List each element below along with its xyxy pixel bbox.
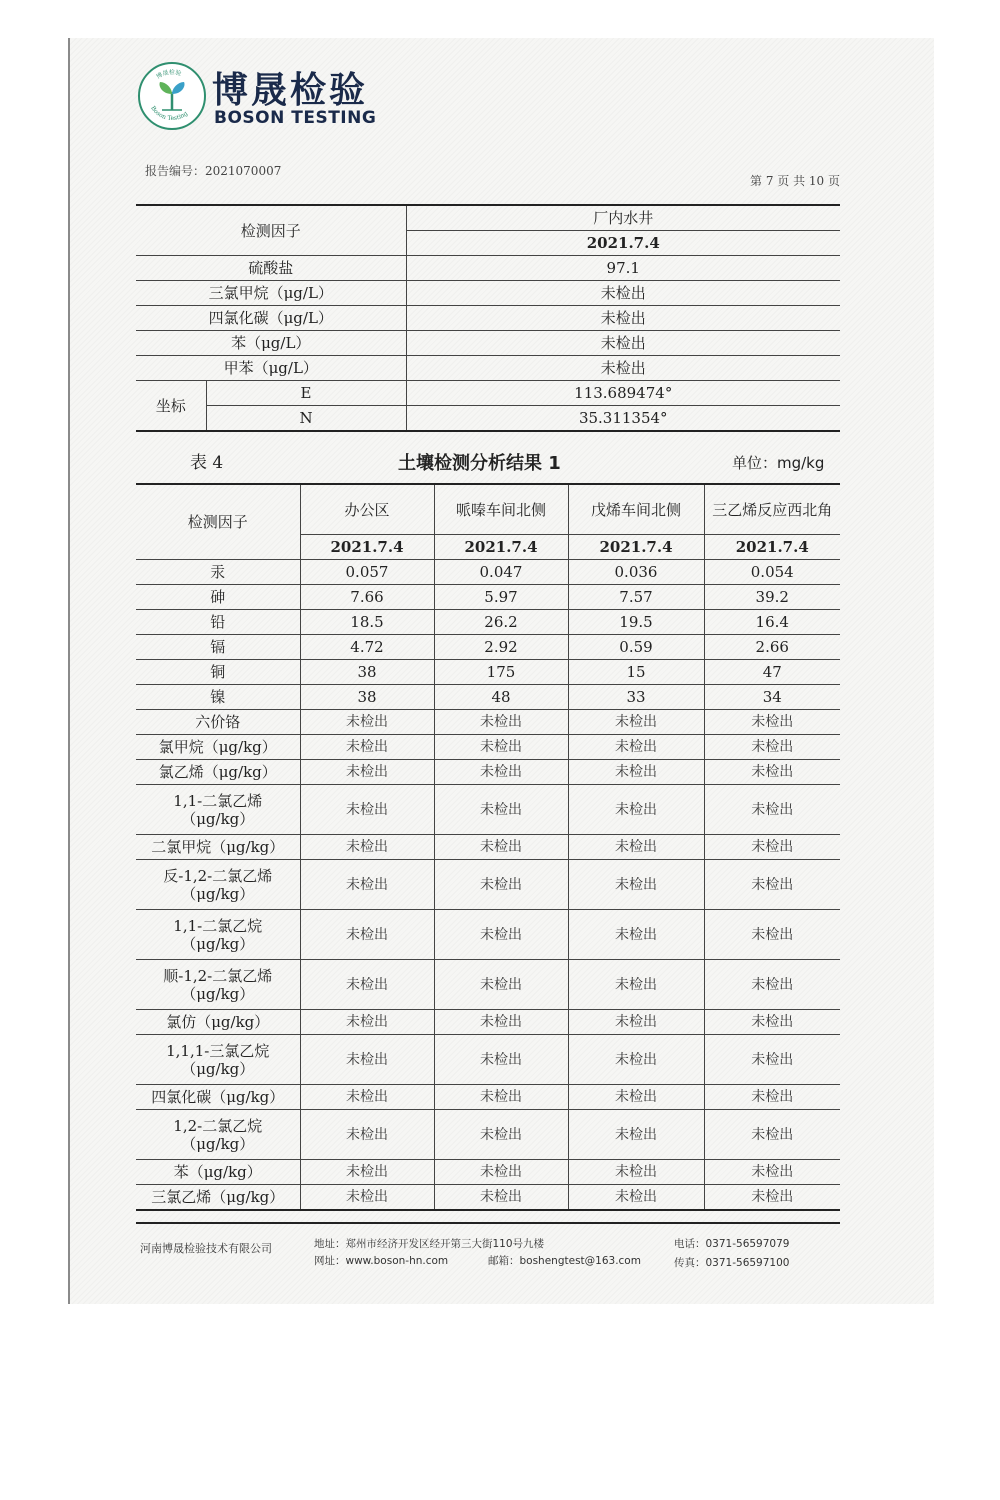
result-cell: 38 [300, 660, 434, 685]
result-cell: 未检出 [300, 735, 434, 760]
factor-name: 苯（μg/L） [136, 331, 406, 356]
result-cell: 未检出 [434, 960, 568, 1010]
result-cell: 0.036 [568, 560, 704, 585]
result-cell: 未检出 [704, 1185, 840, 1211]
result-cell: 未检出 [568, 1035, 704, 1085]
result-cell: 未检出 [434, 710, 568, 735]
factor-value: 未检出 [406, 356, 840, 381]
result-cell: 38 [300, 685, 434, 710]
factor-name: 氯乙烯（μg/kg） [136, 760, 300, 785]
result-cell: 未检出 [434, 1035, 568, 1085]
table-row [136, 635, 840, 660]
footer-website: 网址：www.boson-hn.com [314, 1255, 449, 1267]
logo-ring-top: 博晟检验 [155, 68, 183, 81]
page-number: 第 7 页 共 10 页 [750, 174, 840, 188]
result-cell: 未检出 [434, 1185, 568, 1211]
result-cell: 未检出 [300, 960, 434, 1010]
table-label: 表 4 [190, 453, 224, 473]
result-cell: 5.97 [434, 585, 568, 610]
result-cell: 未检出 [568, 835, 704, 860]
factor-name-line1: 顺-1,2-二氯乙烯 [163, 966, 273, 985]
date-header: 2021.7.4 [406, 231, 840, 256]
factor-name [136, 960, 300, 1010]
site-header: 哌嗪车间北侧 [434, 484, 568, 535]
result-cell: 未检出 [434, 1010, 568, 1035]
factor-value: 未检出 [406, 306, 840, 331]
result-cell: 0.054 [704, 560, 840, 585]
coord-e-label: E [206, 381, 406, 406]
result-cell: 未检出 [568, 960, 704, 1010]
date-header: 2021.7.4 [300, 535, 434, 560]
site-header: 三乙烯反应西北角 [704, 484, 840, 535]
result-cell: 未检出 [568, 1085, 704, 1110]
result-cell: 33 [568, 685, 704, 710]
table-row [136, 585, 840, 610]
result-cell: 175 [434, 660, 568, 685]
factor-name-line2: （μg/kg） [181, 984, 255, 1003]
result-cell: 0.59 [568, 635, 704, 660]
svg-text:博晟检验 [155, 68, 183, 81]
date-header: 2021.7.4 [568, 535, 704, 560]
site-header: 厂内水井 [406, 205, 840, 231]
factor-name: 三氯乙烯（μg/kg） [136, 1185, 300, 1211]
table-row [136, 735, 840, 760]
result-cell: 15 [568, 660, 704, 685]
result-cell: 未检出 [434, 835, 568, 860]
factor-name [136, 910, 300, 960]
factor-name: 镉 [136, 635, 300, 660]
table-unit: 单位：mg/kg [732, 454, 825, 472]
factor-name-line2: （μg/kg） [181, 884, 255, 903]
table-row [136, 960, 840, 1010]
result-cell: 未检出 [434, 860, 568, 910]
factor-name-line1: 1,1-二氯乙烯 [173, 791, 263, 810]
result-cell: 未检出 [568, 760, 704, 785]
result-cell: 未检出 [704, 1160, 840, 1185]
site-header: 戊烯车间北侧 [568, 484, 704, 535]
factor-name: 六价铬 [136, 710, 300, 735]
factor-name: 甲苯（μg/L） [136, 356, 406, 381]
table-row [136, 860, 840, 910]
result-cell: 未检出 [300, 1035, 434, 1085]
result-cell: 未检出 [704, 1085, 840, 1110]
factor-name: 苯（μg/kg） [136, 1160, 300, 1185]
table-row [136, 660, 840, 685]
result-cell: 未检出 [434, 735, 568, 760]
factor-name: 铅 [136, 610, 300, 635]
report-number: 报告编号：2021070007 [145, 164, 282, 178]
coord-e-value: 113.689474° [406, 381, 840, 406]
footer-company: 河南博晟检验技术有限公司 [140, 1242, 272, 1255]
result-cell: 16.4 [704, 610, 840, 635]
result-cell: 未检出 [300, 1085, 434, 1110]
result-cell: 19.5 [568, 610, 704, 635]
table-row [136, 685, 840, 710]
result-cell: 未检出 [568, 785, 704, 835]
factor-name: 三氯甲烷（μg/L） [136, 281, 406, 306]
factor-name-line1: 反-1,2-二氯乙烯 [163, 866, 273, 885]
factor-name-line2: （μg/kg） [181, 1134, 255, 1153]
table-row [136, 760, 840, 785]
result-cell: 未检出 [704, 785, 840, 835]
result-cell: 未检出 [434, 1110, 568, 1160]
table-row [136, 1185, 840, 1211]
footer-address: 地址：郑州市经济开发区经开第三大街110号九楼 [314, 1238, 545, 1250]
factor-value: 未检出 [406, 331, 840, 356]
result-cell: 7.57 [568, 585, 704, 610]
factor-name: 硫酸盐 [136, 256, 406, 281]
table-row [136, 560, 840, 585]
date-header: 2021.7.4 [434, 535, 568, 560]
result-cell: 0.047 [434, 560, 568, 585]
factor-name [136, 1035, 300, 1085]
factor-name: 铜 [136, 660, 300, 685]
factor-name: 镍 [136, 685, 300, 710]
factor-name-line1: 1,2-二氯乙烷 [173, 1116, 263, 1135]
result-cell: 未检出 [568, 1185, 704, 1211]
result-cell: 2.92 [434, 635, 568, 660]
result-cell: 未检出 [300, 835, 434, 860]
result-cell: 未检出 [434, 760, 568, 785]
factor-name: 四氯化碳（μg/L） [136, 306, 406, 331]
factor-name-line2: （μg/kg） [181, 1059, 255, 1078]
result-cell: 未检出 [704, 960, 840, 1010]
result-cell: 0.057 [300, 560, 434, 585]
result-cell: 未检出 [300, 1110, 434, 1160]
result-cell: 未检出 [568, 710, 704, 735]
factor-header: 检测因子 [136, 205, 406, 256]
coord-label: 坐标 [136, 381, 206, 432]
table-row [136, 1035, 840, 1085]
result-cell: 未检出 [434, 910, 568, 960]
factor-name: 汞 [136, 560, 300, 585]
factor-name [136, 785, 300, 835]
logo-ring-bottom: Boson Testing [149, 104, 190, 123]
result-cell: 未检出 [704, 1035, 840, 1085]
site-header: 办公区 [300, 484, 434, 535]
factor-header: 检测因子 [136, 484, 300, 560]
factor-name [136, 860, 300, 910]
result-cell: 未检出 [434, 1160, 568, 1185]
boson-logo-icon [138, 62, 206, 130]
result-cell: 2.66 [704, 635, 840, 660]
result-cell: 48 [434, 685, 568, 710]
result-cell: 未检出 [704, 1010, 840, 1035]
result-cell: 未检出 [434, 785, 568, 835]
table-row [136, 710, 840, 735]
result-cell: 未检出 [568, 1160, 704, 1185]
result-cell: 未检出 [434, 1085, 568, 1110]
result-cell: 未检出 [704, 910, 840, 960]
result-cell: 未检出 [300, 785, 434, 835]
result-cell: 未检出 [704, 860, 840, 910]
factor-name-line2: （μg/kg） [181, 809, 255, 828]
factor-name [136, 1110, 300, 1160]
factor-name: 氯仿（μg/kg） [136, 1010, 300, 1035]
result-cell: 4.72 [300, 635, 434, 660]
result-cell: 18.5 [300, 610, 434, 635]
result-cell: 未检出 [704, 760, 840, 785]
result-cell: 未检出 [300, 1010, 434, 1035]
factor-name-line1: 1,1,1-三氯乙烷 [166, 1041, 270, 1060]
table-row [136, 1085, 840, 1110]
water-results-table [136, 204, 840, 432]
factor-name: 四氯化碳（μg/kg） [136, 1085, 300, 1110]
result-cell: 未检出 [300, 760, 434, 785]
coord-n-label: N [206, 406, 406, 432]
table-row [136, 785, 840, 835]
table-row [136, 835, 840, 860]
soil-results-table [136, 483, 840, 1211]
result-cell: 未检出 [568, 1010, 704, 1035]
brand-name-cn: 博晟检验 [212, 70, 369, 111]
factor-name: 氯甲烷（μg/kg） [136, 735, 300, 760]
factor-name: 二氯甲烷（μg/kg） [136, 835, 300, 860]
table-row [136, 1160, 840, 1185]
table-row [136, 610, 840, 635]
result-cell: 34 [704, 685, 840, 710]
table-row [136, 1010, 840, 1035]
footer-email: 邮箱：boshengtest@163.com [488, 1255, 641, 1267]
result-cell: 7.66 [300, 585, 434, 610]
coord-n-value: 35.311354° [406, 406, 840, 432]
result-cell: 未检出 [300, 910, 434, 960]
result-cell: 未检出 [568, 1110, 704, 1160]
factor-name-line2: （μg/kg） [181, 934, 255, 953]
table-row [136, 1110, 840, 1160]
result-cell: 未检出 [704, 735, 840, 760]
result-cell: 未检出 [704, 835, 840, 860]
table-row [136, 910, 840, 960]
result-cell: 未检出 [568, 860, 704, 910]
factor-value: 97.1 [406, 256, 840, 281]
result-cell: 未检出 [300, 860, 434, 910]
factor-name-line1: 1,1-二氯乙烷 [173, 916, 263, 935]
result-cell: 未检出 [704, 1110, 840, 1160]
svg-text:Boson Testing [149, 105, 189, 122]
footer-tel: 电话：0371-56597079 [674, 1238, 790, 1250]
result-cell: 未检出 [300, 1185, 434, 1211]
result-cell: 26.2 [434, 610, 568, 635]
result-cell: 未检出 [704, 710, 840, 735]
result-cell: 未检出 [568, 910, 704, 960]
table-title: 土壤检测分析结果 1 [398, 453, 561, 474]
result-cell: 未检出 [300, 710, 434, 735]
footer-fax: 传真：0371-56597100 [674, 1257, 790, 1269]
brand-name-en: BOSON TESTING [214, 108, 377, 128]
header-row [136, 484, 840, 535]
date-header: 2021.7.4 [704, 535, 840, 560]
result-cell: 39.2 [704, 585, 840, 610]
result-cell: 47 [704, 660, 840, 685]
result-cell: 未检出 [300, 1160, 434, 1185]
footer-divider [136, 1222, 840, 1224]
factor-name: 砷 [136, 585, 300, 610]
result-cell: 未检出 [568, 735, 704, 760]
factor-value: 未检出 [406, 281, 840, 306]
